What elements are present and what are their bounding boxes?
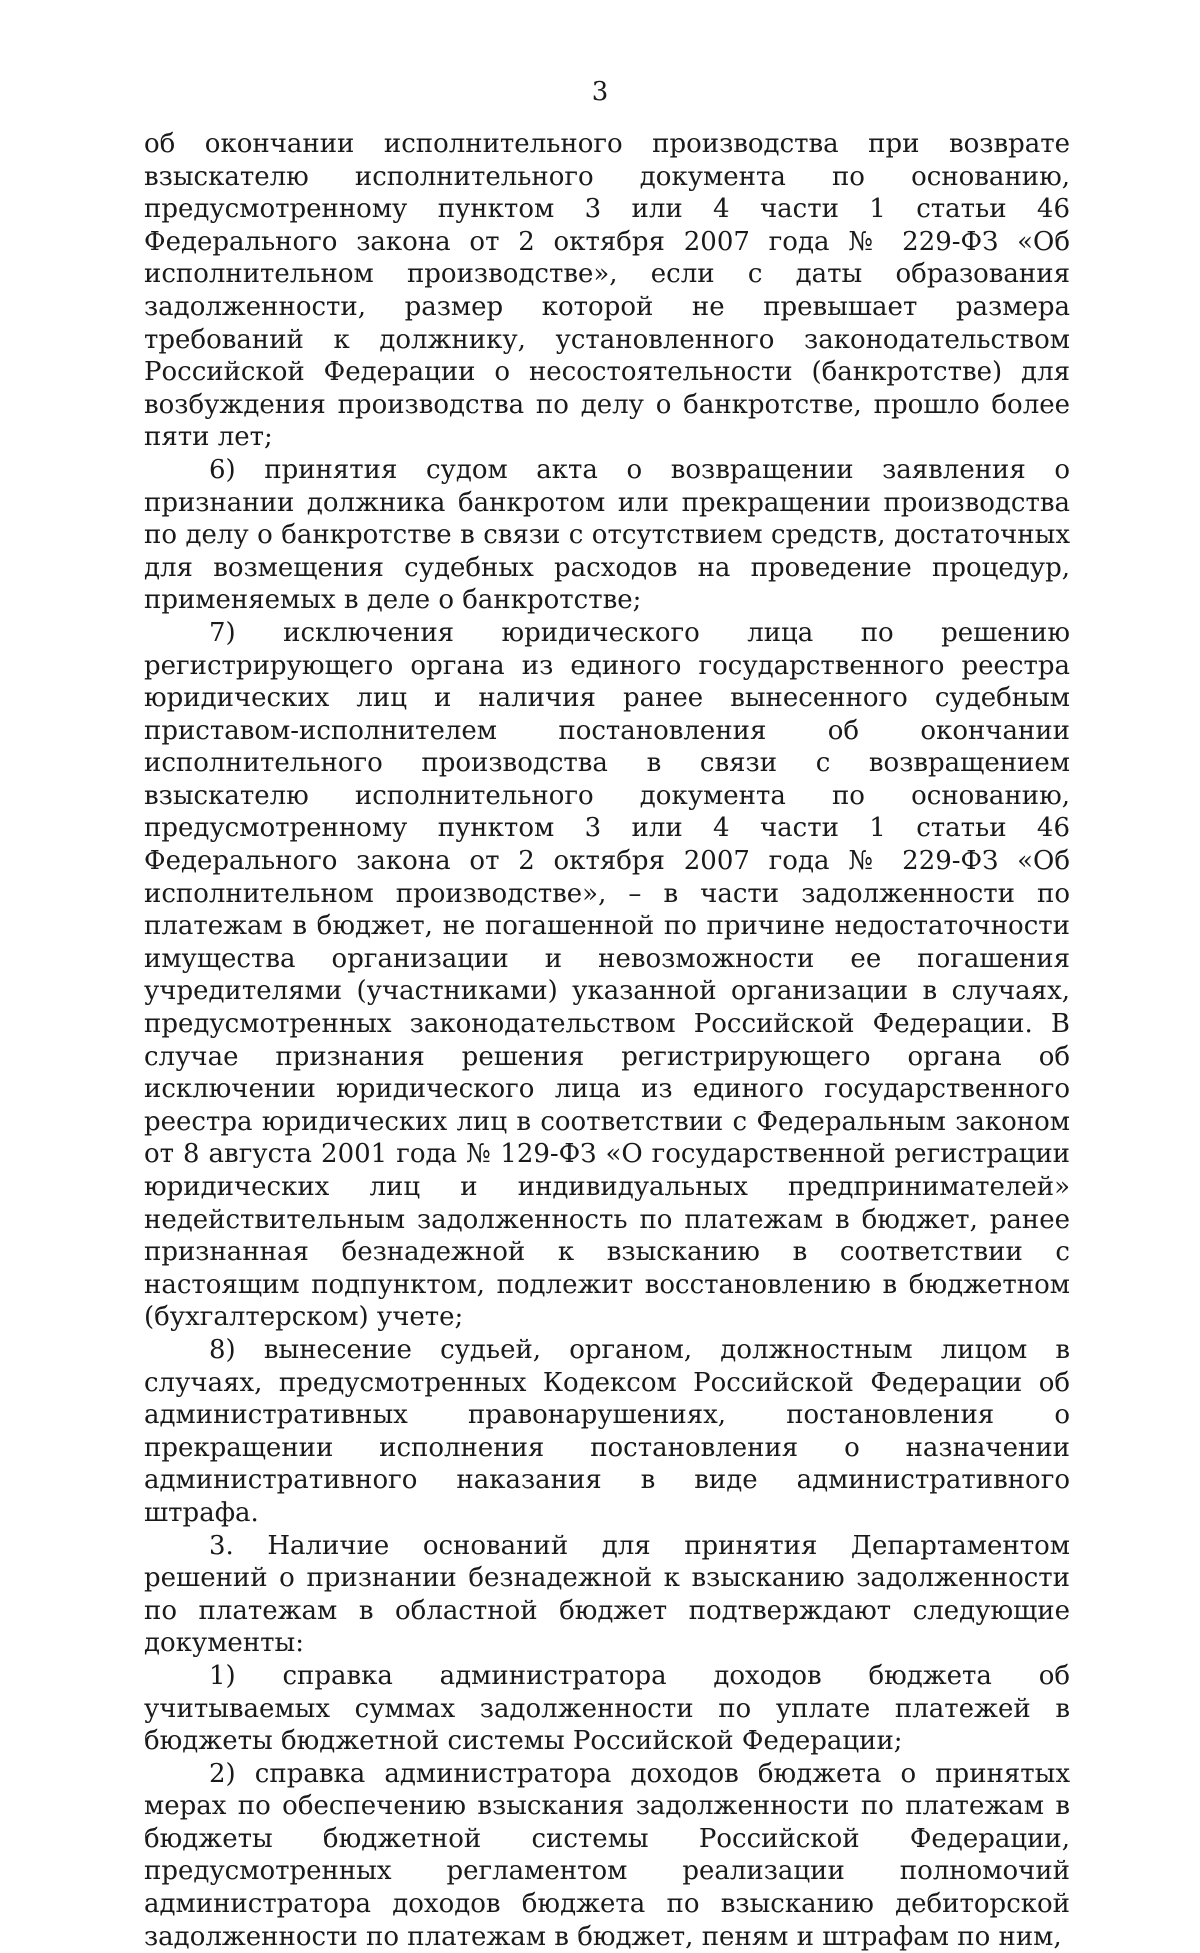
paragraph-item-6: 6) принятия судом акта о возвращении заявления о признании должника банкротом или прекращении производства по делу о банкротстве в связи с отсутствием средств, достаточных для возмещения судебных расходов на проведение процедур, применяемых в деле о банкротстве; bbox=[144, 454, 1070, 616]
paragraph-document-1: 1) справка администратора доходов бюджета об учитываемых суммах задолженности по уплате платежей в бюджеты бюджетной системы Российской Федерации; bbox=[144, 1660, 1070, 1757]
paragraph-item-7: 7) исключения юридического лица по решению регистрирующего органа из единого государственного реестра юридических лиц и наличия ранее вынесенного судебным приставом-исполнителем постановления об окончании исполнительного производства в связи с возвращением взыскателю исполнительного документа по основанию, предусмотренному пунктом 3 или 4 части 1 статьи 46 Федерального закона от 2 октября 2007 года № 229-ФЗ «Об исполнительном производстве», – в части задолженности по платежам в бюджет, не погашенной по причине недостаточности имущества организации и невозможности ее погашения учредителями (участниками) указанной организации в случаях, предусмотренных законодательством Российской Федерации. В случае признания решения регистрирующего органа об исключении юридического лица из единого государственного реестра юридических лиц в соответствии с Федеральным законом от 8 августа 2001 года № 129-ФЗ «О государственной регистрации юридических лиц и индивидуальных предпринимателей» недействительным задолженность по платежам в бюджет, ранее признанная безнадежной к взысканию в соответствии с настоящим подпунктом, подлежит восстановлению в бюджетном (бухгалтерском) учете; bbox=[144, 617, 1070, 1333]
paragraph-item-8: 8) вынесение судьей, органом, должностным лицом в случаях, предусмотренных Кодексом Российской Федерации об административных правонарушениях, постановления о прекращении исполнения постановления о назначении административного наказания в виде административного штрафа. bbox=[144, 1334, 1070, 1528]
document-body bbox=[144, 128, 1070, 1953]
page-number: 3 bbox=[591, 77, 609, 107]
paragraph-section-3: 3. Наличие оснований для принятия Департаментом решений о признании безнадежной к взысканию задолженности по платежам в областной бюджет подтверждают следующие документы: bbox=[144, 1530, 1070, 1659]
paragraph-continuation: об окончании исполнительного производства при возврате взыскателю исполнительного документа по основанию, предусмотренному пунктом 3 или 4 части 1 статьи 46 Федерального закона от 2 октября 2007 года № 229-ФЗ «Об исполнительном производстве», если с даты образования задолженности, размер которой не превышает размера требований к должнику, установленного законодательством Российской Федерации о несостоятельности (банкротстве) для возбуждения производства по делу о банкротстве, прошло более пяти лет; bbox=[144, 129, 1070, 453]
paragraph-document-2: 2) справка администратора доходов бюджета о принятых мерах по обеспечению взыскания задолженности по платежам в бюджеты бюджетной системы Российской Федерации, предусмотренных регламентом реализации полномочий администратора доходов бюджета по взысканию дебиторской задолженности по платежам в бюджет, пеням и штрафам по ним, bbox=[144, 1758, 1070, 1952]
